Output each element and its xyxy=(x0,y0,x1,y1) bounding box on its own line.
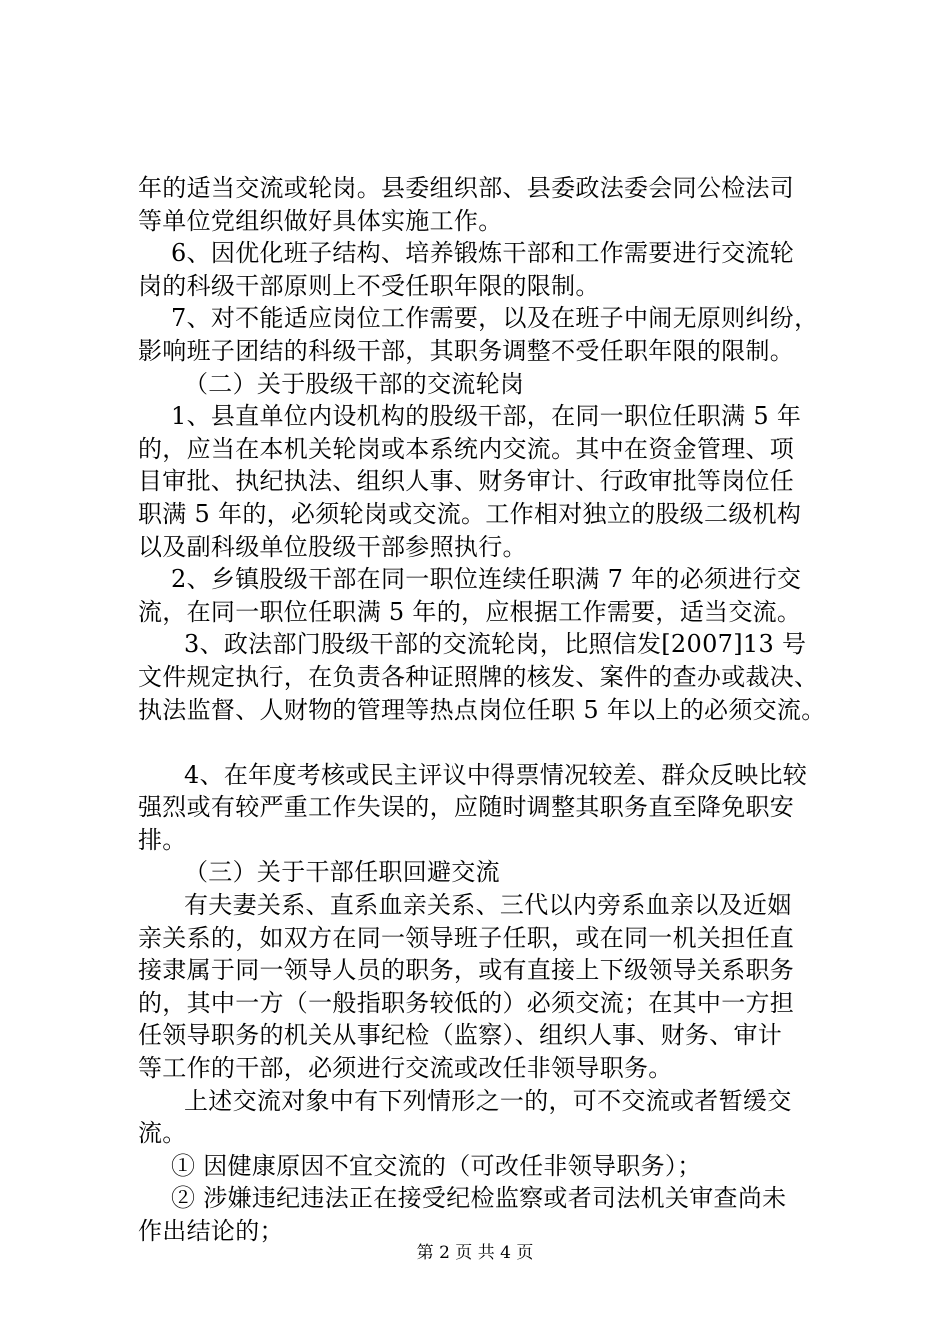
text-line: 4、在年度考核或民主评议中得票情况较差、群众反映比较 xyxy=(184,760,808,789)
text-line: 排。 xyxy=(138,825,187,854)
text-line: 1、县直单位内设机构的股级干部，在同一职位任职满 5 年 xyxy=(171,402,802,431)
text-line: 7、对不能适应岗位工作需要，以及在班子中闹无原则纠纷， xyxy=(171,304,819,333)
text-line: 任领导职务的机关从事纪检（监察）、组织人事、财务、审计 xyxy=(138,1021,783,1050)
page-number: 第 2 页 共 4 页 xyxy=(416,1243,534,1263)
text-line: 目审批、执纪执法、组织人事、财务审计、行政审批等岗位任 xyxy=(138,467,795,496)
document-body xyxy=(138,172,838,1248)
text-line: 影响班子团结的科级干部，其职务调整不受任职年限的限制。 xyxy=(138,336,795,365)
text-line: 以及副科级单位股级干部参照执行。 xyxy=(138,532,527,561)
text-line: 有夫妻关系、直系血亲关系、三代以内旁系血亲以及近姻 xyxy=(184,891,792,920)
section-heading: （二）关于股级干部的交流轮岗 xyxy=(184,369,525,398)
text-line: 等工作的干部，必须进行交流或改任非领导职务。 xyxy=(138,1054,673,1083)
text-line: 执法监督、人财物的管理等热点岗位任职 5 年以上的必须交流。 xyxy=(138,695,826,724)
section-heading: （三）关于干部任职回避交流 xyxy=(184,858,500,887)
text-line: 的，应当在本机关轮岗或本系统内交流。其中在资金管理、项 xyxy=(138,434,795,463)
text-line: 6、因优化班子结构、培养锻炼干部和工作需要进行交流轮 xyxy=(171,239,795,268)
text-line: 作出结论的； xyxy=(138,1217,284,1245)
text-line: 接隶属于同一领导人员的职务，或有直接上下级领导关系职务 xyxy=(138,956,795,985)
blank-line xyxy=(138,726,838,759)
text-line: 文件规定执行，在负责各种证照牌的核发、案件的查办或裁决、 xyxy=(138,662,819,691)
text-line: 等单位党组织做好具体实施工作。 xyxy=(138,206,503,235)
text-line: 上述交流对象中有下列情形之一的，可不交流或者暂缓交 xyxy=(184,1086,792,1115)
list-item: ① 因健康原因不宜交流的（可改任非领导职务）； xyxy=(171,1151,702,1180)
text-line: 强烈或有较严重工作失误的，应随时调整其职务直至降免职安 xyxy=(138,793,795,822)
text-line: 流，在同一职位任职满 5 年的，应根据工作需要，适当交流。 xyxy=(138,597,802,626)
text-line: 岗的科级干部原则上不受任职年限的限制。 xyxy=(138,271,600,300)
text-line: 年的适当交流或轮岗。县委组织部、县委政法委会同公检法司 xyxy=(138,174,795,202)
text-line: 的，其中一方（一般指职务较低的）必须交流；在其中一方担 xyxy=(138,988,795,1017)
text-line: 亲关系的，如双方在同一领导班子任职，或在同一机关担任直 xyxy=(138,923,795,952)
text-line: 职满 5 年的，必须轮岗或交流。工作相对独立的股级二级机构 xyxy=(138,499,802,528)
list-item: ② 涉嫌违纪违法正在接受纪检监察或者司法机关审查尚未 xyxy=(171,1184,787,1213)
page-footer xyxy=(0,1242,950,1264)
text-line: 2、乡镇股级干部在同一职位连续任职满 7 年的必须进行交 xyxy=(171,565,802,594)
text-line: 3、政法部门股级干部的交流轮岗，比照信发[2007]13 号 xyxy=(184,630,807,659)
text-line: 流。 xyxy=(138,1119,187,1148)
